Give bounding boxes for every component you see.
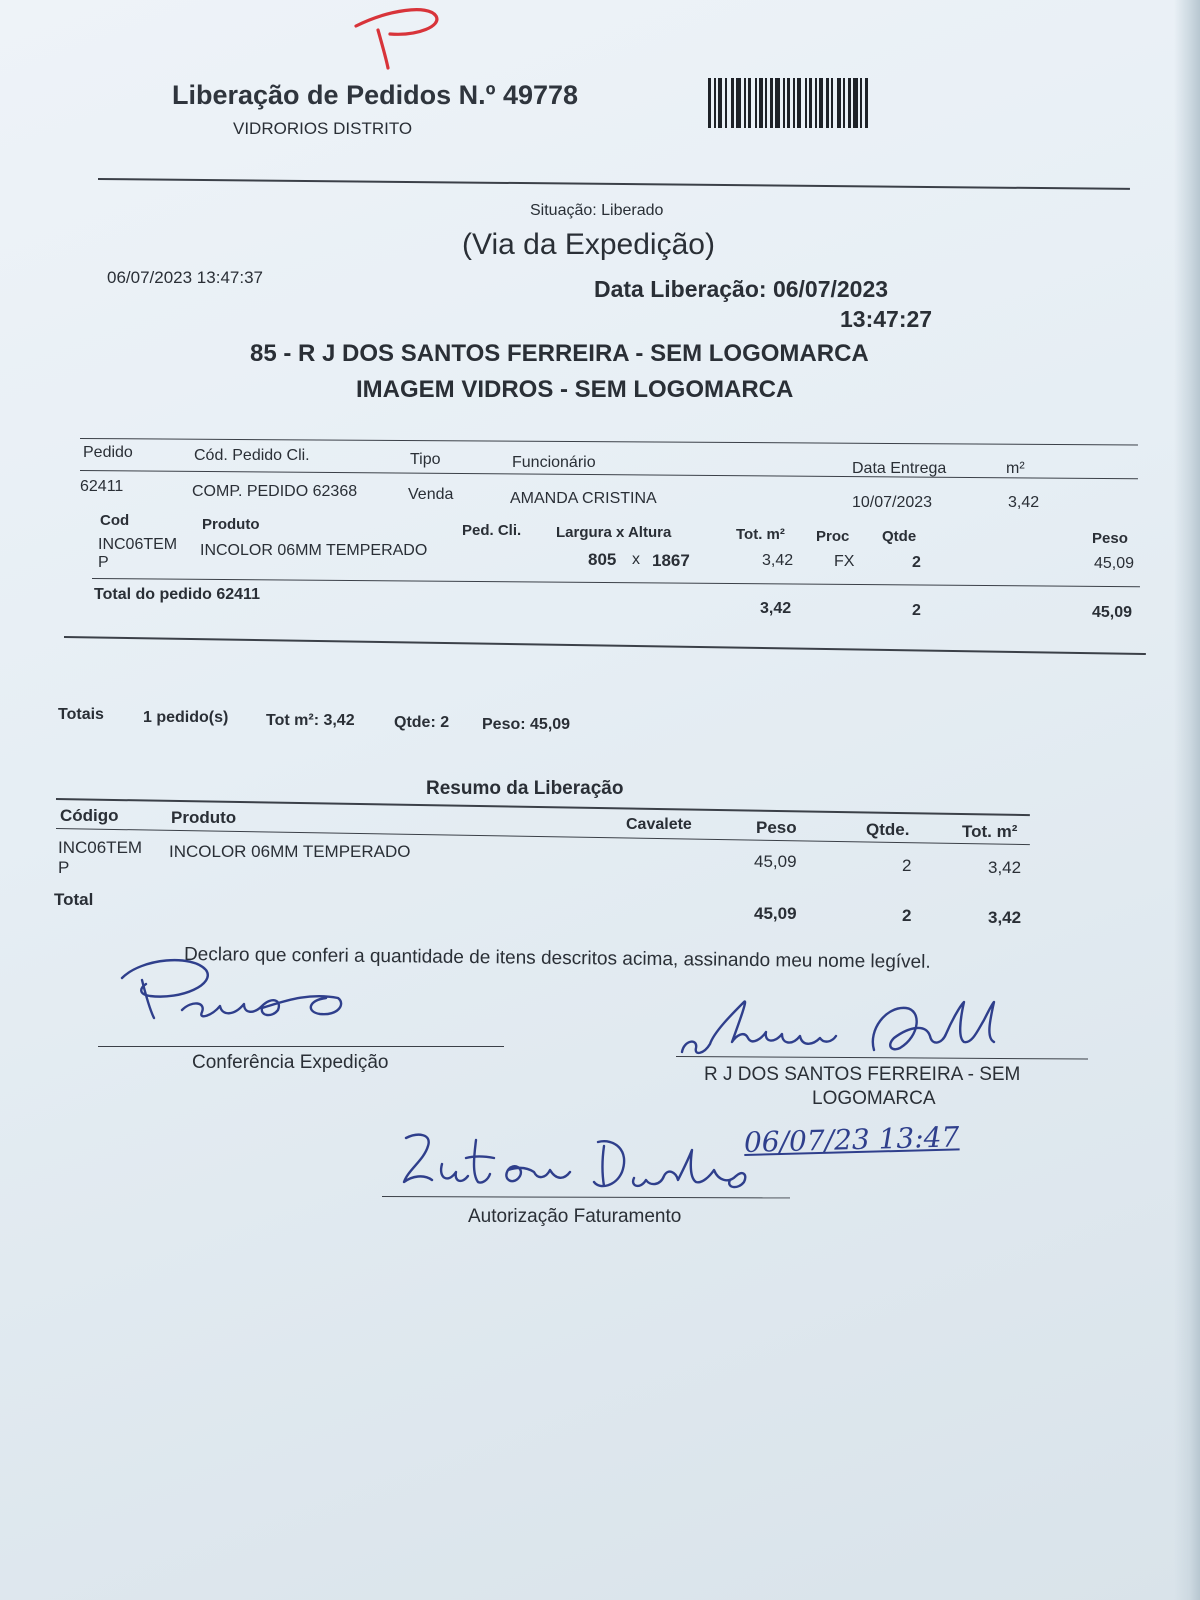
item-header-ped-cli: Ped. Cli. [462, 522, 522, 539]
summary-peso: 45,09 [754, 852, 797, 871]
col-header-cod-pedido-cli: Cód. Pedido Cli. [194, 447, 310, 464]
company-name: VIDRORIOS DISTRITO [233, 119, 413, 138]
order-table-top-rule [80, 438, 1138, 445]
summary-header-produto: Produto [171, 808, 237, 827]
expedition-signature-label: Conferência Expedição [192, 1052, 389, 1073]
col-header-funcionario: Funcionário [512, 454, 596, 471]
header-divider [98, 178, 1130, 190]
item-width: 805 [588, 550, 617, 569]
paper-edge [1174, 0, 1200, 1600]
item-code-line2: P [98, 554, 109, 571]
col-header-tipo: Tipo [410, 451, 441, 468]
summary-tot-m2: 3,42 [988, 858, 1022, 877]
summary-header-cavalete: Cavalete [626, 816, 692, 833]
totals-qtde: Qtde: 2 [394, 714, 450, 731]
summary-total-tot-m2: 3,42 [988, 908, 1022, 927]
red-mark-icon [348, 4, 448, 74]
order-total-qtde: 2 [912, 602, 921, 619]
order-header-rule [80, 470, 1138, 479]
order-total-label: Total do pedido 62411 [94, 586, 260, 603]
barcode [708, 78, 890, 128]
order-type: Venda [408, 486, 454, 503]
employee-name: AMANDA CRISTINA [510, 490, 657, 507]
order-m2: 3,42 [1008, 494, 1040, 511]
client-signature-label-line1: R J DOS SANTOS FERREIRA - SEM [704, 1064, 1021, 1085]
totals-peso: Peso: 45,09 [482, 716, 571, 733]
summary-code-line2: P [58, 858, 70, 877]
handwritten-date: 06/07/23 13:47 [743, 1120, 960, 1159]
item-peso: 45,09 [1094, 555, 1135, 572]
summary-header-codigo: Código [60, 806, 119, 825]
item-header-largura-altura: Largura x Altura [556, 524, 672, 541]
billing-signature-icon [398, 1120, 758, 1220]
printed-timestamp: 06/07/2023 13:47:37 [107, 268, 263, 287]
item-product: INCOLOR 06MM TEMPERADO [200, 542, 428, 559]
totals-label: Totais [58, 706, 104, 723]
delivery-date: 10/07/2023 [852, 494, 933, 511]
expedition-signature-icon [112, 956, 372, 1046]
item-dimension-separator: x [632, 551, 640, 568]
item-header-qtde: Qtde [882, 528, 917, 545]
summary-qtde: 2 [902, 856, 912, 875]
summary-total-label: Total [54, 890, 94, 909]
col-header-m2: m² [1006, 460, 1025, 477]
client-name: 85 - R J DOS SANTOS FERREIRA - SEM LOGOMARCA [250, 340, 869, 367]
item-header-cod: Cod [100, 512, 130, 529]
client-subname: IMAGEM VIDROS - SEM LOGOMARCA [356, 376, 794, 403]
totals-orders: 1 pedido(s) [143, 709, 229, 726]
item-tot-m2: 3,42 [762, 552, 794, 569]
expedition-signature-line [98, 1046, 504, 1047]
item-header-proc: Proc [816, 528, 850, 545]
order-total-peso: 45,09 [1092, 604, 1133, 621]
summary-total-qtde: 2 [902, 906, 912, 925]
col-header-pedido: Pedido [83, 444, 133, 461]
client-order-code: COMP. PEDIDO 62368 [192, 483, 358, 500]
declaration-text: Declaro que conferi a quantidade de itens descritos acima, assinando meu nome legível. [183, 944, 931, 973]
item-header-peso: Peso [1092, 530, 1128, 547]
client-signature-label-line2: LOGOMARCA [812, 1088, 936, 1109]
summary-header-peso: Peso [756, 818, 797, 837]
summary-total-peso: 45,09 [754, 904, 797, 923]
item-header-produto: Produto [202, 516, 260, 533]
item-code-line1: INC06TEM [98, 536, 178, 553]
order-total-m2: 3,42 [760, 600, 792, 617]
order-number: 62411 [80, 478, 124, 495]
order-table-bottom-rule [64, 636, 1146, 655]
summary-code-line1: INC06TEM [58, 838, 143, 857]
billing-signature-label: Autorização Faturamento [468, 1206, 682, 1227]
summary-title: Resumo da Liberação [426, 778, 624, 799]
item-header-tot-m2: Tot. m² [736, 526, 785, 543]
summary-header-tot-m2: Tot. m² [962, 822, 1018, 841]
release-date: Data Liberação: 06/07/2023 [594, 276, 889, 302]
document-title: Liberação de Pedidos N.º 49778 [172, 80, 579, 110]
col-header-data-entrega: Data Entrega [852, 460, 947, 477]
item-height: 1867 [652, 551, 690, 570]
item-proc: FX [834, 553, 855, 570]
item-qtde: 2 [912, 554, 921, 571]
summary-header-qtde: Qtde. [866, 820, 910, 839]
release-time: 13:47:27 [840, 306, 933, 332]
situation-status: Situação: Liberado [530, 202, 664, 219]
summary-product: INCOLOR 06MM TEMPERADO [169, 842, 411, 861]
totals-m2: Tot m²: 3,42 [266, 712, 355, 729]
copy-via-label: (Via da Expedição) [462, 228, 715, 261]
